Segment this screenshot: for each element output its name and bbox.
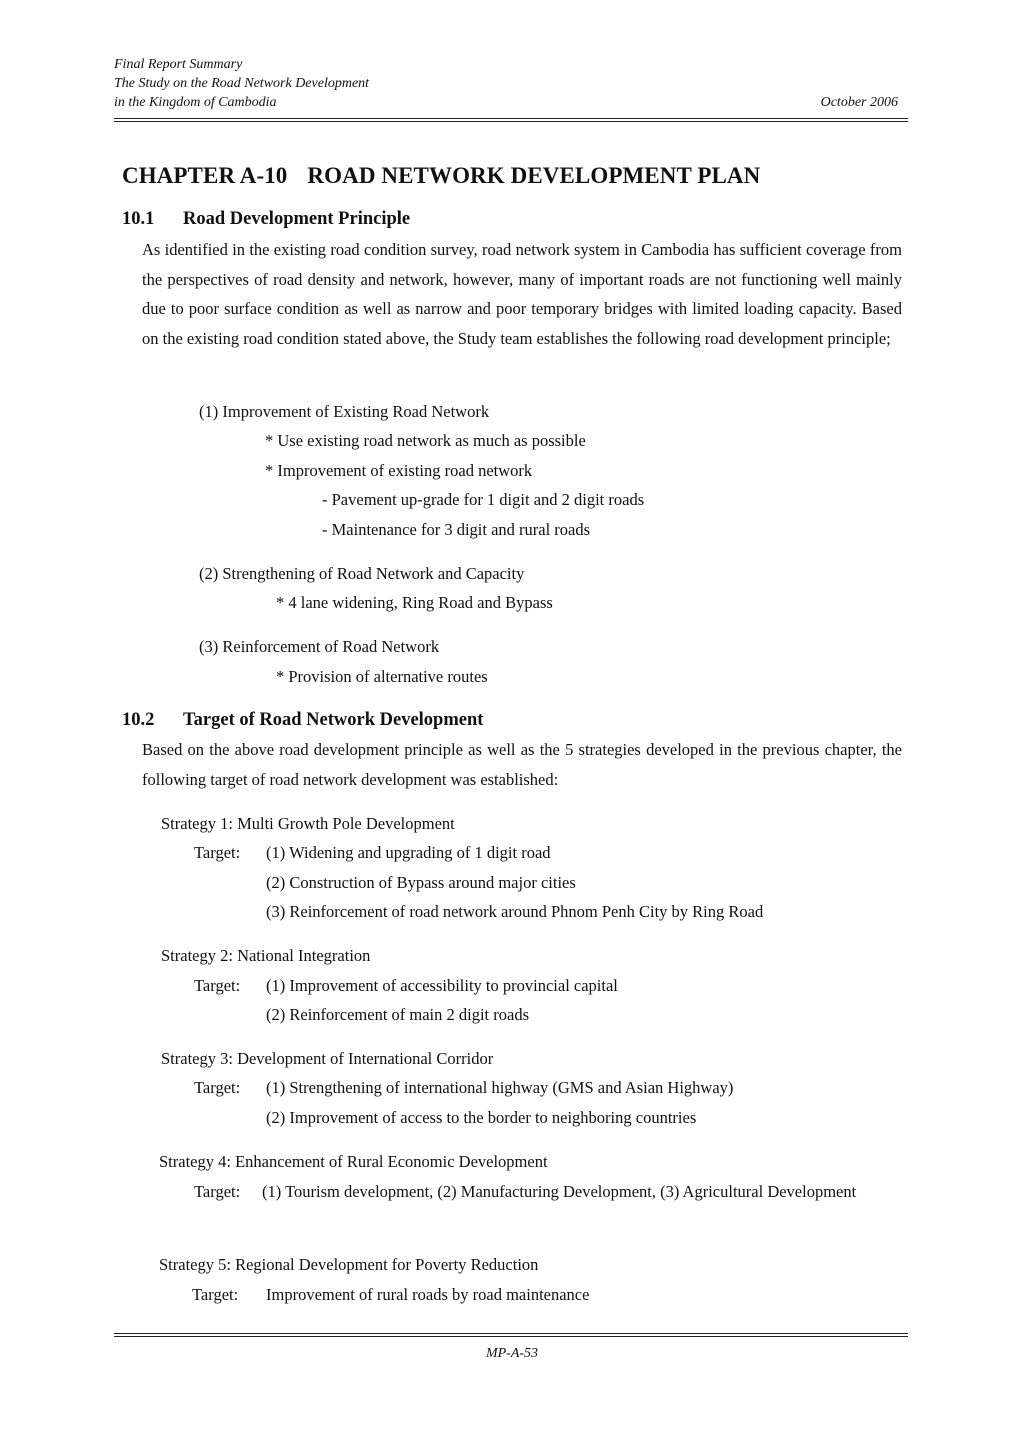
section-title: Road Development Principle — [183, 209, 411, 229]
target-item: (1) Tourism development, (2) Manufacturing Development, (3) Agricultural Development — [262, 1182, 857, 1201]
target-label: Target: — [194, 976, 241, 995]
chapter-number: CHAPTER A-10 — [122, 163, 288, 188]
target-label: Target: — [194, 843, 241, 862]
target-item: (2) Improvement of access to the border to neighboring countries — [266, 1108, 697, 1127]
chapter-title — [122, 163, 760, 189]
target-label: Target: — [192, 1285, 239, 1304]
target-item: (2) Construction of Bypass around major cities — [266, 873, 576, 892]
target-item: Improvement of rural roads by road maintenance — [266, 1285, 590, 1304]
target-item: (3) Reinforcement of road network around Phnom Penh City by Ring Road — [266, 902, 764, 921]
strategy-title: Strategy 2: National Integration — [161, 946, 371, 965]
page-number: MP-A-53 — [485, 1346, 539, 1361]
principle-title: (1) Improvement of Existing Road Network — [199, 402, 490, 421]
section-paragraph: Based on the above road development principle as well as the 5 strategies developed in the previous chapter, the following target of road network development was established: — [142, 740, 902, 789]
principle-item: * Provision of alternative routes — [276, 667, 488, 686]
principle-subitem: - Pavement up-grade for 1 digit and 2 digit roads — [322, 490, 645, 509]
principle-title: (2) Strengthening of Road Network and Capacity — [199, 564, 525, 583]
principle-title: (3) Reinforcement of Road Network — [199, 637, 440, 656]
section-paragraph: As identified in the existing road condition survey, road network system in Cambodia has sufficient coverage from the perspectives of road density and network, however, many of important roads are not functioning well mainly due to poor surface condition as well as narrow and poor temporary bridges with limited loading capacity. Based on the existing road condition stated above, the Study team establishes the following road development principle; — [142, 240, 902, 348]
principle-item: * 4 lane widening, Ring Road and Bypass — [276, 593, 553, 612]
header-report-title: Final Report Summary — [114, 57, 243, 72]
strategy-title: Strategy 4: Enhancement of Rural Economic Development — [159, 1152, 548, 1171]
target-item: (2) Reinforcement of main 2 digit roads — [266, 1005, 530, 1024]
target-label: Target: — [194, 1182, 241, 1201]
strategy-title: Strategy 3: Development of International Corridor — [161, 1049, 494, 1068]
strategy-title: Strategy 1: Multi Growth Pole Development — [161, 814, 455, 833]
strategy-title: Strategy 5: Regional Development for Poverty Reduction — [159, 1255, 539, 1274]
principle-item: * Use existing road network as much as possible — [265, 431, 586, 450]
target-item: (1) Strengthening of international highway (GMS and Asian Highway) — [266, 1078, 734, 1097]
section-heading-10-2 — [122, 710, 483, 731]
section-number: 10.2 — [122, 710, 155, 730]
section-heading-10-1 — [122, 209, 410, 230]
chapter-name: ROAD NETWORK DEVELOPMENT PLAN — [307, 163, 761, 188]
footer-rule — [114, 1333, 908, 1337]
principle-item: * Improvement of existing road network — [265, 461, 533, 480]
target-item: (1) Improvement of accessibility to provincial capital — [266, 976, 618, 995]
target-label: Target: — [194, 1078, 241, 1097]
target-item: (1) Widening and upgrading of 1 digit road — [266, 843, 551, 862]
running-header — [114, 55, 906, 112]
section-number: 10.1 — [122, 209, 155, 229]
header-rule — [114, 118, 908, 122]
principle-subitem: - Maintenance for 3 digit and rural roads — [322, 520, 591, 539]
header-date: October 2006 — [820, 95, 898, 110]
section-title: Target of Road Network Development — [183, 710, 484, 730]
header-country: in the Kingdom of Cambodia — [114, 95, 277, 110]
header-study-title: The Study on the Road Network Development — [114, 76, 370, 91]
